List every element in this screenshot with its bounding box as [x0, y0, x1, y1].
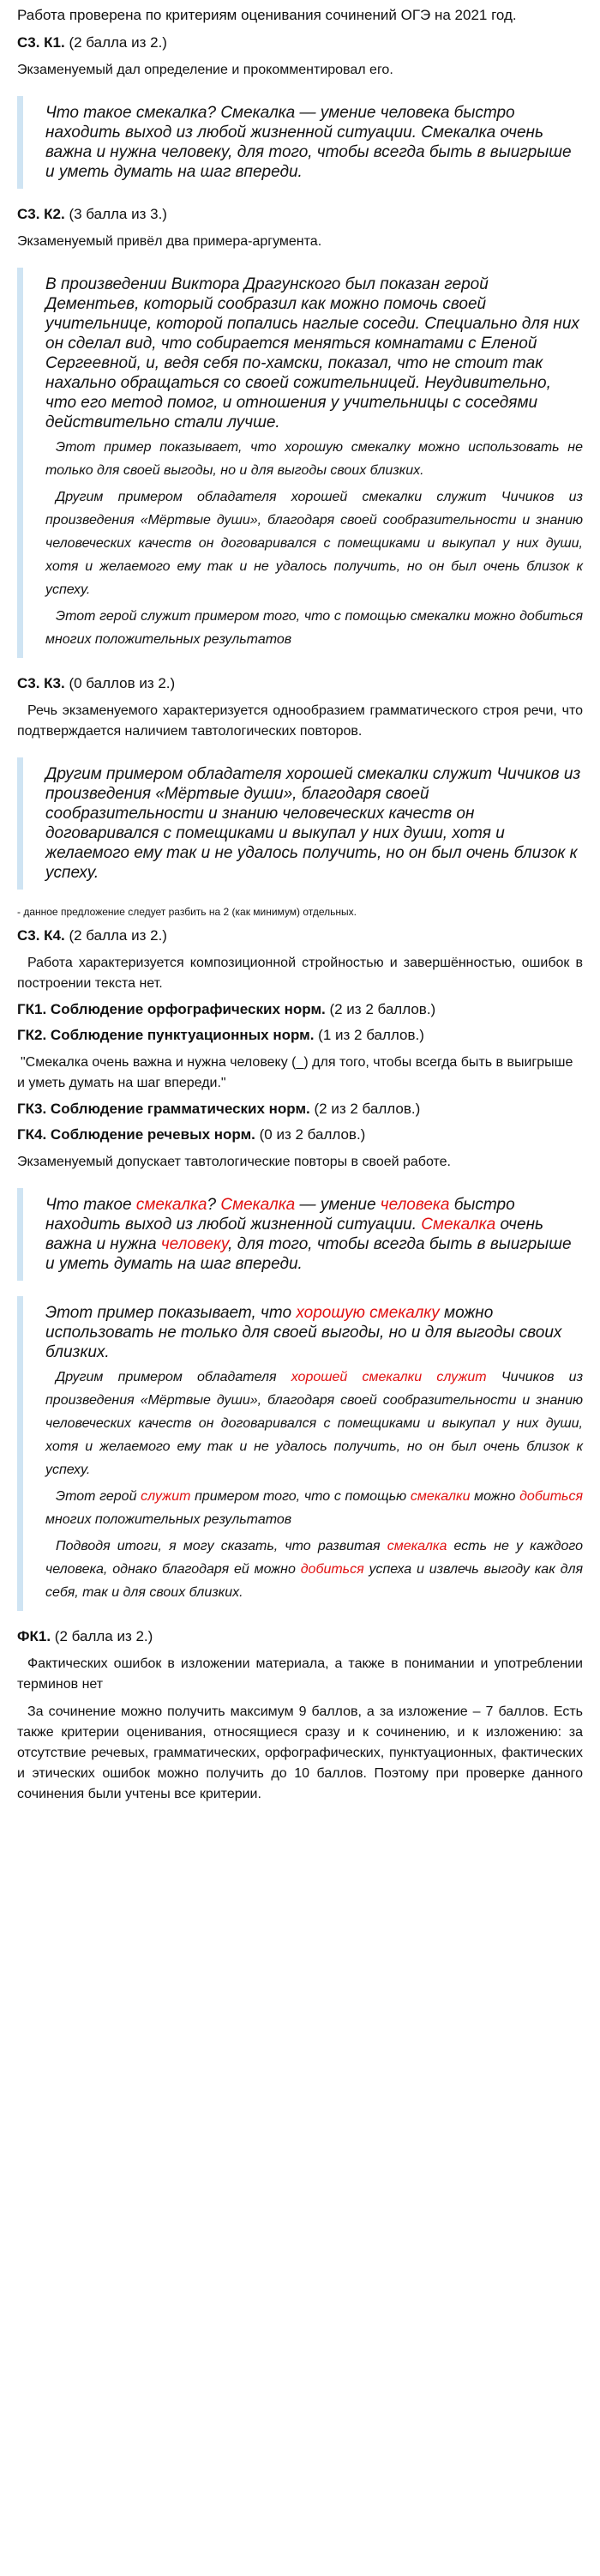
- criterion-code: ГК3. Соблюдение грамматических норм.: [17, 1101, 310, 1117]
- criterion-comment: Экзаменуемый дал определение и прокомментировал его.: [17, 63, 393, 77]
- text-segment: Этот герой: [56, 1489, 141, 1504]
- summary-text: За сочинение можно получить максимум 9 баллов, а за изложение – 7 баллов. Есть также критерии оценивания, относящиеся сразу и к сочинению, и к изложению: за отсутствие речевых, грамматических, орфографических, пунктуационных, фактических и этических ошибок можно получить до 10 баллов. Поэтому при проверке данного сочинения были учтены все критерии.: [17, 1704, 583, 1801]
- text-segment: примером того, что с помощью: [190, 1489, 411, 1504]
- criterion-comment: "Смекалка очень важна и нужна человеку (_) для того, чтобы всегда быть в выигрыше и уметь думать на шаг впереди.": [17, 1055, 573, 1090]
- text-segment: Подводя итоги, я могу сказать, что развитая: [56, 1539, 387, 1553]
- criterion-k2: [17, 204, 583, 225]
- criterion-gk4: [17, 1125, 583, 1145]
- criterion-code: ГК4. Соблюдение речевых норм.: [17, 1126, 255, 1143]
- criterion-code: С3. К3.: [17, 675, 65, 691]
- highlighted-repeat: хорошую смекалку: [296, 1304, 440, 1322]
- essay-quote-5: [17, 1296, 583, 1611]
- criterion-code: С3. К4.: [17, 927, 65, 944]
- text-segment: многих положительных результатов: [45, 1512, 292, 1527]
- quote-paragraph: [45, 1485, 583, 1531]
- criterion-gk3: [17, 1099, 583, 1119]
- quote-text: [45, 1195, 583, 1274]
- text-segment: можно: [470, 1489, 520, 1504]
- text-segment: , для того, чтобы всегда быть в выигрыше и уметь думать на шаг впереди.: [45, 1235, 572, 1273]
- criterion-comment: Речь экзаменуемого характеризуется однообразием грамматического строя речи, что подтверждается наличием тавтологических повторов.: [17, 703, 583, 739]
- text-segment: успеха и извлечь выгоду как для себя, так и для своих близких.: [45, 1562, 584, 1600]
- highlighted-repeat: человеку: [160, 1235, 229, 1253]
- criterion-comment: Экзаменуемый допускает тавтологические повторы в своей работе.: [17, 1155, 451, 1169]
- highlighted-repeat: человека: [380, 1196, 450, 1214]
- intro-text: Работа проверена по критериям оценивания сочинений ОГЭ на 2021 год.: [17, 7, 517, 23]
- essay-quote-4: [17, 1188, 583, 1281]
- highlighted-repeat: хорошей смекалки служит: [291, 1370, 487, 1385]
- quote-paragraph: Другим примером обладателя хорошей смекалки служит Чичиков из произведения «Мёртвые души», благодаря своей сообразительности и знанию человеческих качеств он договаривался с помещиками и выкупал у них души, хотя и желаемого ему так и не удалось получить, но он был очень близок к успеху.: [45, 490, 583, 597]
- highlighted-repeat: Смекалка: [421, 1216, 496, 1234]
- criterion-code: С3. К2.: [17, 206, 65, 222]
- quote-text: Другим примером обладателя хорошей смекалки служит Чичиков из произведения «Мёртвые души», благодаря своей сообразительности и знанию человеческих качеств он договаривался с помещиками и выкупал у них души, хотя и желаемого ему так и не удалось получить, но он был очень близок к успеху.: [45, 765, 581, 882]
- quote-paragraph: Этот пример показывает, что хорошую смекалку можно использовать не только для своей выгоды, но и для выгоды своих близких.: [45, 440, 583, 478]
- criterion-gk2: [17, 1025, 583, 1046]
- highlighted-repeat: добиться: [300, 1562, 364, 1577]
- quote-paragraph: [45, 1366, 583, 1481]
- highlighted-repeat: служит: [141, 1489, 191, 1504]
- text-segment: есть не у каждого человека, однако благодаря ей можно: [45, 1539, 583, 1577]
- essay-quote-2: [17, 268, 583, 658]
- criterion-score: (1 из 2 баллов.): [314, 1027, 424, 1043]
- criterion-k3: [17, 673, 583, 694]
- text-segment: — умение: [295, 1196, 381, 1214]
- criterion-comment: Экзаменуемый привёл два примера-аргумента.: [17, 234, 322, 249]
- criterion-score: (2 балла из 2.): [64, 927, 167, 944]
- text-segment: Что такое: [45, 1196, 136, 1214]
- essay-quote-1: [17, 96, 583, 189]
- quote-paragraph: Этот герой служит примером того, что с помощью смекалки можно добиться многих положительных результатов: [45, 609, 583, 647]
- criterion-code: ФК1.: [17, 1628, 51, 1644]
- essay-quote-3: [17, 757, 583, 890]
- quote-text: В произведении Виктора Драгунского был показан герой Дементьев, который сообразил как можно помочь своей учительнице, которой попались наглые соседи. Специально для них он сделал вид, что собирается меняться комнатами с Еленой Сергеевной, и, ведя себя по-хамски, показал, что не стоит так нахально обращаться со своей сожительницей. Неудивительно, что его метод помог, и отношения у учительницы с соседями действительно стали лучше.: [45, 275, 579, 431]
- criterion-score: (0 баллов из 2.): [64, 675, 176, 691]
- criterion-comment: Работа характеризуется композиционной стройностью и завершённостью, ошибок в построении текста нет.: [17, 956, 583, 991]
- quote-paragraph: [45, 1535, 583, 1604]
- text-segment: очень важна и нужна: [45, 1216, 544, 1253]
- criterion-k4: [17, 926, 583, 946]
- criterion-code: ГК1. Соблюдение орфографических норм.: [17, 1001, 326, 1017]
- criterion-score: (2 из 2 баллов.): [325, 1001, 436, 1017]
- criterion-score: (3 балла из 3.): [64, 206, 167, 222]
- text-segment: Чичиков из произведения «Мёртвые души», благодаря своей сообразительности и знанию человеческих качеств он договаривался с помещиками и выкупал у них души, хотя и желаемого ему так и не удалось получить, но он был очень близок к успеху.: [45, 1370, 584, 1477]
- criterion-comment: Фактических ошибок в изложении материала, а также в понимании и употреблении терминов нет: [17, 1656, 583, 1692]
- highlighted-repeat: Смекалка: [220, 1196, 296, 1214]
- highlighted-repeat: смекалки: [410, 1489, 471, 1504]
- reviewer-note: - данное предложение следует разбить на 2 (как минимум) отдельных.: [17, 906, 357, 918]
- criterion-gk1: [17, 999, 583, 1020]
- criterion-score: (0 из 2 баллов.): [255, 1126, 366, 1143]
- criterion-code: С3. К1.: [17, 34, 65, 51]
- criterion-score: (2 балла из 2.): [64, 34, 167, 51]
- text-segment: Этот пример показывает, что: [45, 1304, 297, 1322]
- criterion-score: (2 балла из 2.): [51, 1628, 153, 1644]
- text-segment: быстро находить выход из любой жизненной ситуации.: [45, 1196, 515, 1234]
- criterion-k1: [17, 33, 583, 53]
- criterion-fk1: [17, 1626, 583, 1647]
- criterion-score: (2 из 2 баллов.): [309, 1101, 421, 1117]
- highlighted-repeat: добиться: [519, 1489, 584, 1504]
- text-segment: можно использовать не только для своей выгоды, но и для выгоды своих близких.: [45, 1304, 562, 1361]
- highlighted-repeat: смекалка: [135, 1196, 207, 1214]
- quote-text: [45, 1303, 583, 1362]
- text-segment: ?: [207, 1196, 221, 1214]
- criterion-code: ГК2. Соблюдение пунктуационных норм.: [17, 1027, 315, 1043]
- text-segment: Другим примером обладателя: [56, 1370, 291, 1385]
- quote-text: Что такое смекалка? Смекалка — умение человека быстро находить выход из любой жизненной ситуации. Смекалка очень важна и нужна человеку, для того, чтобы всегда быть в выигрыше и уметь думать на шаг впереди.: [45, 104, 572, 181]
- highlighted-repeat: смекалка: [387, 1539, 447, 1553]
